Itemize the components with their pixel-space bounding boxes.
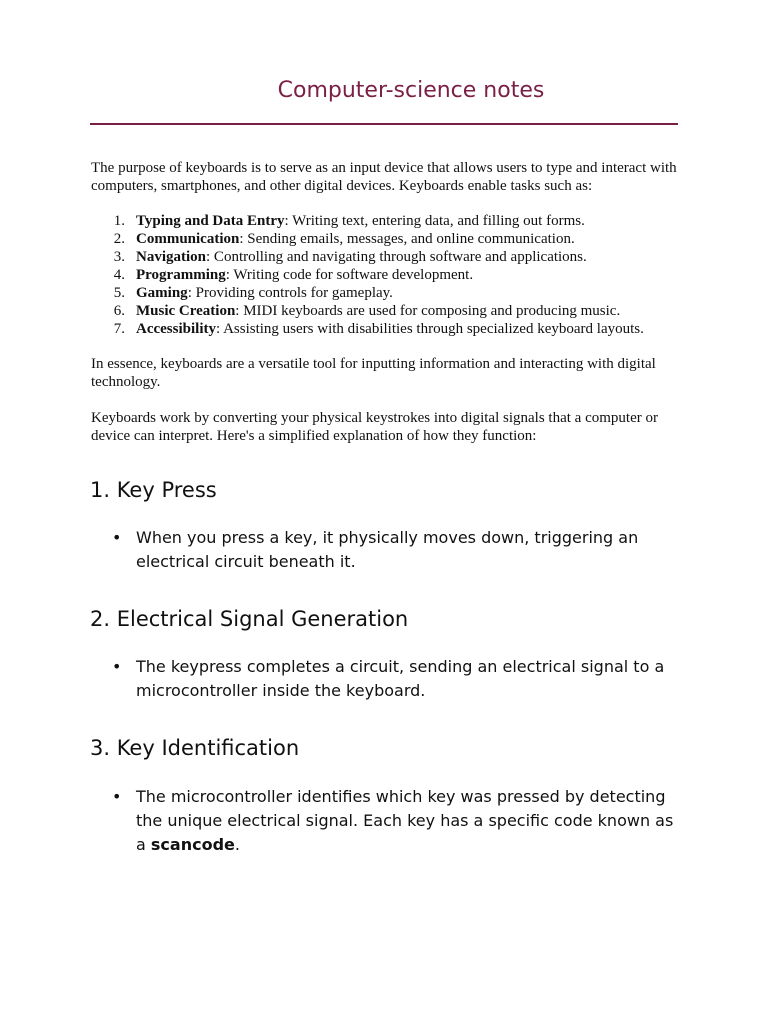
list-item [90,526,680,574]
list-item [91,266,681,284]
bullet-text: The keypress completes a circuit, sending an electrical signal to a microcontroller inside the keyboard. [136,657,665,700]
intro-paragraph: The purpose of keyboards is to serve as an input device that allows users to type and interact with computers, smartphones, and other digital devices. Keyboards enable tasks such as: [91,160,677,194]
how-it-works-paragraph: Keyboards work by converting your physical keystrokes into digital signals that a computer or device can interpret. Here's a simplified explanation of how they function: [91,410,658,444]
list-term: Navigation [136,249,207,265]
list-item [91,212,681,230]
list-term: Music Creation [136,303,236,319]
bullet-text-end: . [234,835,240,854]
list-description: : Assisting users with disabilities through specialized keyboard layouts. [216,321,644,337]
bullet-icon: • [112,657,122,676]
list-description: : MIDI keyboards are used for composing and producing music. [235,303,621,319]
list-term: Accessibility [136,321,216,337]
task-list [91,212,681,338]
bullet-term-scancode: scancode [150,835,235,854]
list-item [91,302,681,320]
list-term: Gaming [136,285,188,301]
list-description: : Sending emails, messages, and online communication. [239,231,575,247]
list-description: : Writing code for software development. [225,267,474,283]
list-item [91,248,681,266]
list-number: 6. [113,303,125,319]
bullet-icon: • [112,787,122,806]
list-description: : Providing controls for gameplay. [187,285,393,301]
list-term: Communication [136,231,240,247]
page-title: Computer-science notes [277,78,545,103]
section-heading-signal-generation: 2. Electrical Signal Generation [90,607,409,631]
list-number: 1. [113,213,125,229]
bullet-list [90,785,680,857]
list-number: 3. [113,249,125,265]
bullet-text: When you press a key, it physically moves down, triggering an electrical circuit beneath it. [136,528,639,571]
title-divider [90,123,678,125]
list-item [91,320,681,338]
list-item [90,785,680,857]
bullet-icon: • [112,528,122,547]
bullet-list [90,526,680,574]
list-number: 7. [113,321,125,337]
list-number: 2. [113,231,125,247]
list-item [91,230,681,248]
bullet-text: The microcontroller identifies which key was pressed by detecting the unique electrical signal. Each key has a specific code known as a [136,787,674,854]
list-number: 4. [113,267,125,283]
list-term: Programming [136,267,226,283]
list-term: Typing and Data Entry [136,213,285,229]
list-description: : Controlling and navigating through software and applications. [206,249,587,265]
list-item [91,284,681,302]
list-description: : Writing text, entering data, and filling out forms. [284,213,585,229]
section-heading-key-identification: 3. Key Identification [90,736,300,760]
list-item [90,655,680,703]
list-number: 5. [113,285,125,301]
bullet-list [90,655,680,703]
essence-paragraph: In essence, keyboards are a versatile tool for inputting information and interacting with digital technology. [91,356,656,390]
section-heading-key-press: 1. Key Press [90,478,217,502]
